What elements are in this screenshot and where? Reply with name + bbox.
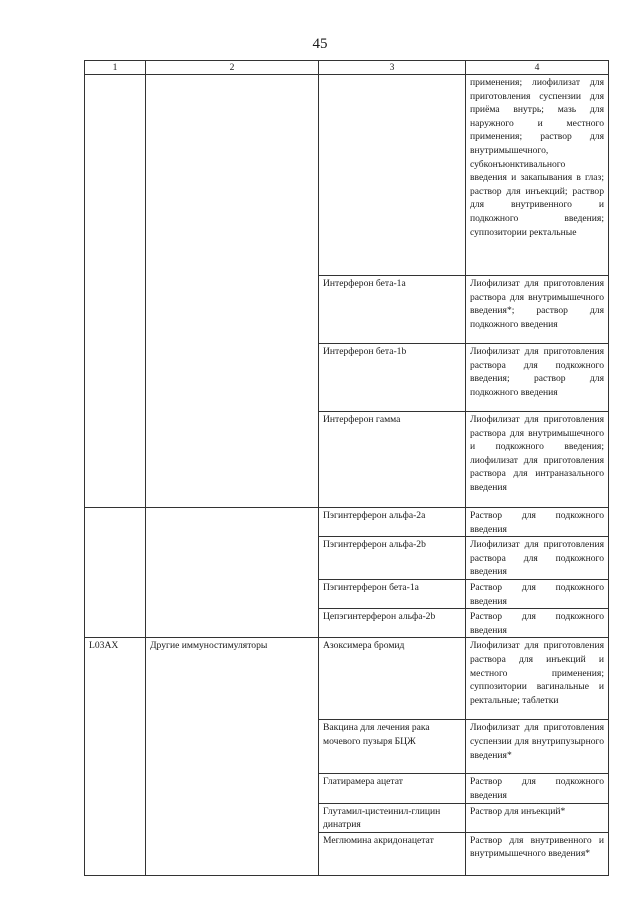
group-cell: [146, 508, 319, 638]
dosage-form-cell: Раствор для подкожного введения: [466, 609, 609, 638]
drug-name-cell: Пэгинтерферон альфа-2b: [319, 537, 466, 580]
group-cell: [146, 75, 319, 508]
dosage-form-cell: Лиофилизат для приготовления раствора для внутримышечного введения*; раствор для подкожного введения: [466, 276, 609, 344]
dosage-form-cell: Лиофилизат для приготовления суспензии для внутрипузырного введения*: [466, 720, 609, 774]
drug-name-cell: Интерферон гамма: [319, 412, 466, 508]
code-cell: L03AX: [85, 638, 146, 875]
code-cell: [85, 75, 146, 508]
table-row: [85, 508, 609, 537]
group-cell: Другие иммуностимуляторы: [146, 638, 319, 875]
dosage-form-cell: Раствор для подкожного введения: [466, 579, 609, 608]
header-col-1: 1: [85, 61, 146, 75]
dosage-form-cell: Раствор для внутривенного и внутримышечного введения*: [466, 832, 609, 875]
drug-name-cell: Пэгинтерферон альфа-2a: [319, 508, 466, 537]
dosage-form-cell: Лиофилизат для приготовления раствора для подкожного введения: [466, 537, 609, 580]
dosage-form-cell: Лиофилизат для приготовления раствора для инъекций и местного применения; суппозитории вагинальные и ректальные; таблетки: [466, 638, 609, 720]
drug-name-cell: Интерферон бета-1b: [319, 344, 466, 412]
dosage-form-cell: Раствор для инъекций*: [466, 803, 609, 832]
header-col-2: 2: [146, 61, 319, 75]
table-row: [85, 638, 609, 720]
table-row: [85, 75, 609, 276]
header-col-4: 4: [466, 61, 609, 75]
drug-name-cell: Глутамил-цистеинил-глицин динатрия: [319, 803, 466, 832]
dosage-form-cell: Раствор для подкожного введения: [466, 508, 609, 537]
dosage-form-cell: применения; лиофилизат для приготовления суспензии для приёма внутрь; мазь для наружного и местного применения; раствор для внутримышечного, субконъюнктивального введения и закапывания в глаз; раствор для инъекций; раствор для внутривенного и подкожного введения; суппозитории ректальные: [466, 75, 609, 276]
medication-table: [84, 60, 609, 876]
dosage-form-cell: Лиофилизат для приготовления раствора для подкожного введения; раствор для подкожного введения: [466, 344, 609, 412]
drug-name-cell: [319, 75, 466, 276]
code-cell: [85, 508, 146, 638]
page-number: 45: [312, 36, 328, 52]
dosage-form-cell: Раствор для подкожного введения: [466, 774, 609, 803]
header-col-3: 3: [319, 61, 466, 75]
drug-name-cell: Глатирамера ацетат: [319, 774, 466, 803]
drug-name-cell: Вакцина для лечения рака мочевого пузыря БЦЖ: [319, 720, 466, 774]
drug-name-cell: Меглюмина акридонацетат: [319, 832, 466, 875]
drug-name-cell: Азоксимера бромид: [319, 638, 466, 720]
drug-name-cell: Интерферон бета-1a: [319, 276, 466, 344]
dosage-form-cell: Лиофилизат для приготовления раствора для внутримышечного и подкожного введения; лиофилизат для приготовления раствора для интраназального введения: [466, 412, 609, 508]
drug-name-cell: Цепэгинтерферон альфа-2b: [319, 609, 466, 638]
table-header-row: [85, 61, 609, 75]
drug-name-cell: Пэгинтерферон бета-1a: [319, 579, 466, 608]
